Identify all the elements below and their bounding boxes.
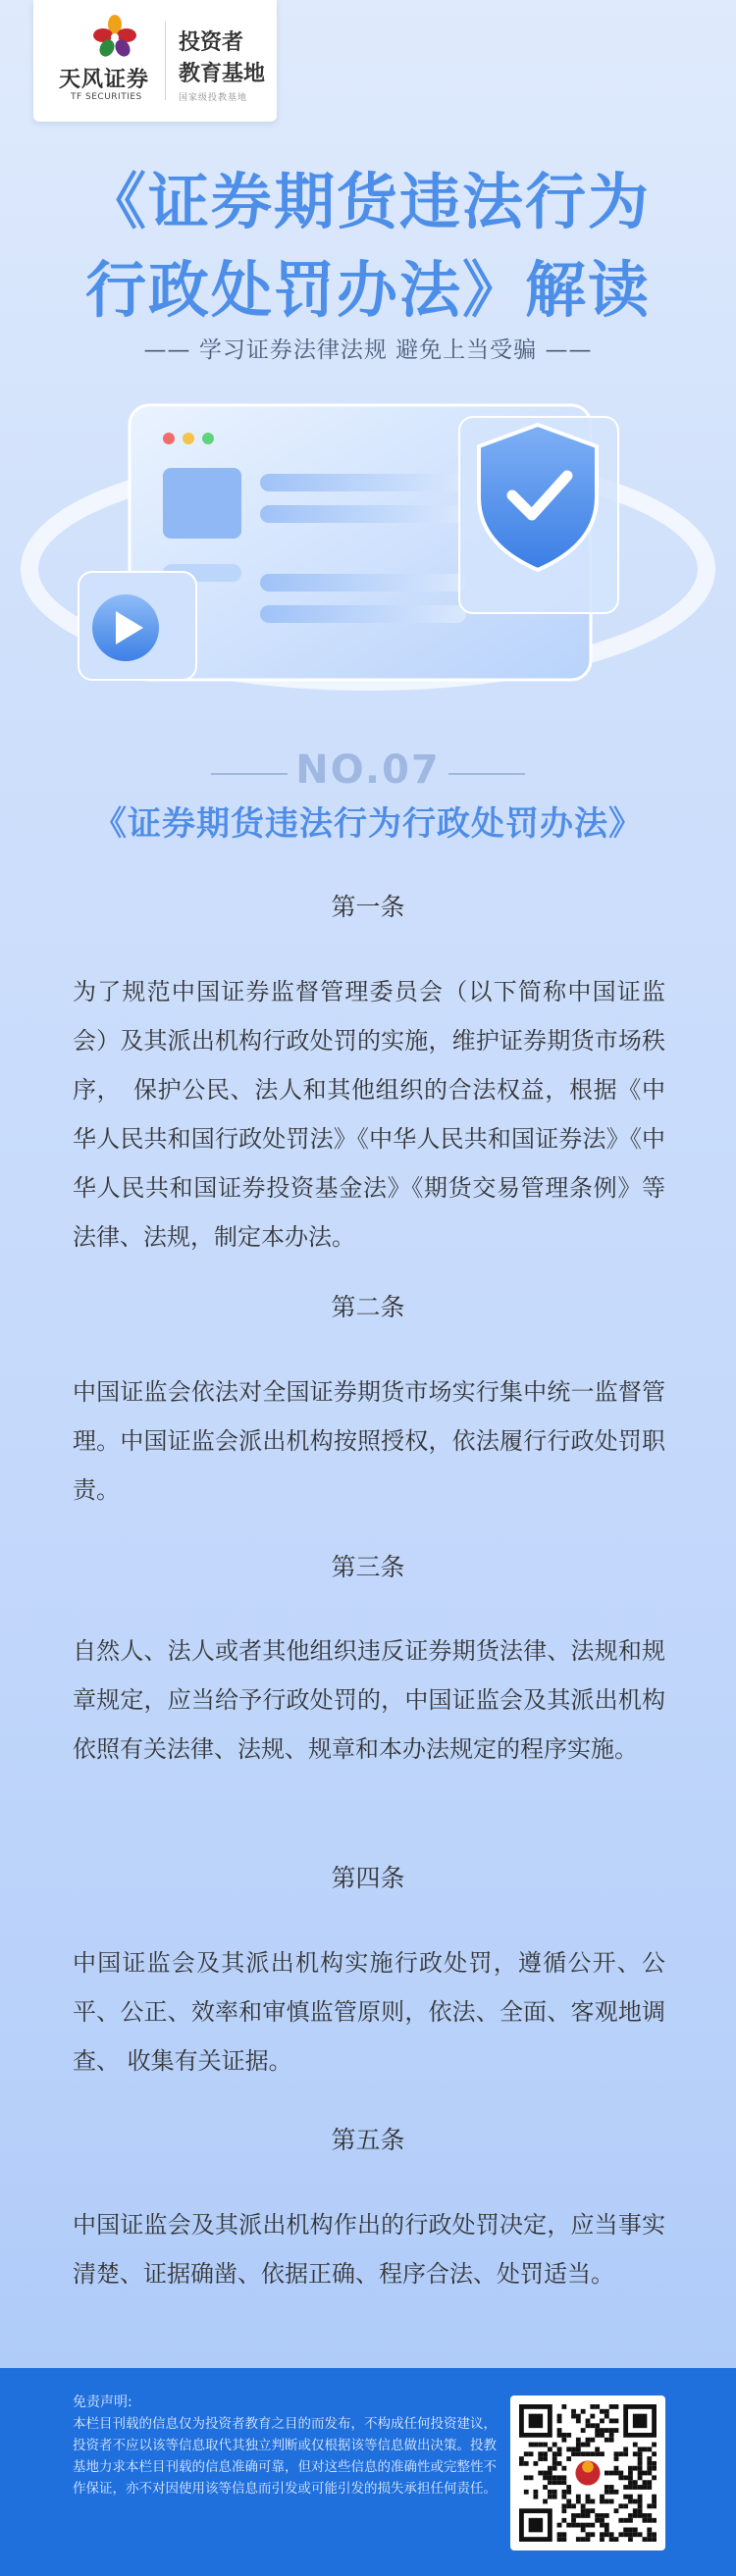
tf-flower-logo-icon — [92, 14, 137, 59]
investor-base-line1: 投资者 — [179, 30, 244, 55]
article-heading-4: 第四条 — [331, 1864, 405, 1892]
article-body-2: 中国证监会依法对全国证券期货市场实行集中统一监督管理。中国证监会派出机构按照授权，依法履行行政处罚职 责。 — [73, 1378, 665, 1504]
article-body-3: 自然人、法人或者其他组织违反证券期货法律、法规和规章规定，应当给予行政处罚的，中国证监会及其派出机构依照有关法律、法规、规章和本办法规定的程序实施。 — [73, 1637, 665, 1763]
investor-base-sub: 国家级投教基地 — [179, 93, 248, 103]
article-heading-2: 第二条 — [331, 1293, 405, 1321]
article-heading-1: 第一条 — [331, 893, 405, 921]
section-number-row — [0, 747, 736, 797]
article-heading-5: 第五条 — [331, 2126, 405, 2154]
qr-code-icon — [519, 2404, 657, 2542]
brand-logo-card — [33, 0, 277, 122]
article-body-5: 中国证监会及其派出机构作出的行政处罚决定，应当事实清楚、证据确凿、依据正确、程序合法、处罚适当。 — [73, 2211, 665, 2288]
logo-divider — [165, 22, 166, 100]
disclaimer-footer — [0, 2368, 736, 2576]
article-heading-3: 第三条 — [331, 1553, 405, 1581]
investor-base-line2: 教育基地 — [179, 62, 266, 86]
page-title-line1: 《证券期货违法行为 — [84, 166, 651, 237]
number-rule-right — [448, 773, 525, 775]
brand-name-cn: 天风证券 — [59, 68, 150, 92]
page-subtitle: —— 学习证券法律法规 避免上当受骗 —— — [143, 337, 593, 363]
qr-code — [510, 2396, 665, 2550]
hero-illustration — [20, 378, 716, 716]
disclaimer-body: 本栏目刊载的信息仅为投资者教育之目的而发布，不构成任何投资建议，投资者不应以该等信息取代其独立判断或仅根据该等信息做出决策。投教基地力求本栏目刊载的信息准确可靠，但对这些信息的准确性或完整性不作保证，亦不对因使用该等信息而引发或可能引发的损失承担任何责任。 — [73, 2416, 497, 2497]
disclaimer-title: 免责声明: — [73, 2395, 132, 2410]
brand-name-en: TF SECURITIES — [71, 92, 142, 102]
section-number: NO.07 — [295, 747, 441, 793]
page-title-line2: 行政处罚办法》解读 — [84, 254, 651, 326]
document-title: 《证券期货违法行为行政处罚办法》 — [93, 804, 643, 844]
article-body-4: 中国证监会及其派出机构实施行政处罚，遵循公开、公平、公正、效率和审慎监管原则，依法、全面、客观地调查、 收集有关证据。 — [73, 1949, 665, 2075]
article-body-1: 为了规范中国证券监督管理委员会（以下简称中国证监会）及其派出机构行政处罚的实施，维护证券期货市场秩序， 保护公民、法人和其他组织的合法权益，根据《中华人民共和国行政处罚法》《中华人民共和国证券法》《中华人民共和国证券投资基金法》《期货交易管理条例》等法律、法规，制定本办法。 — [73, 978, 665, 1251]
